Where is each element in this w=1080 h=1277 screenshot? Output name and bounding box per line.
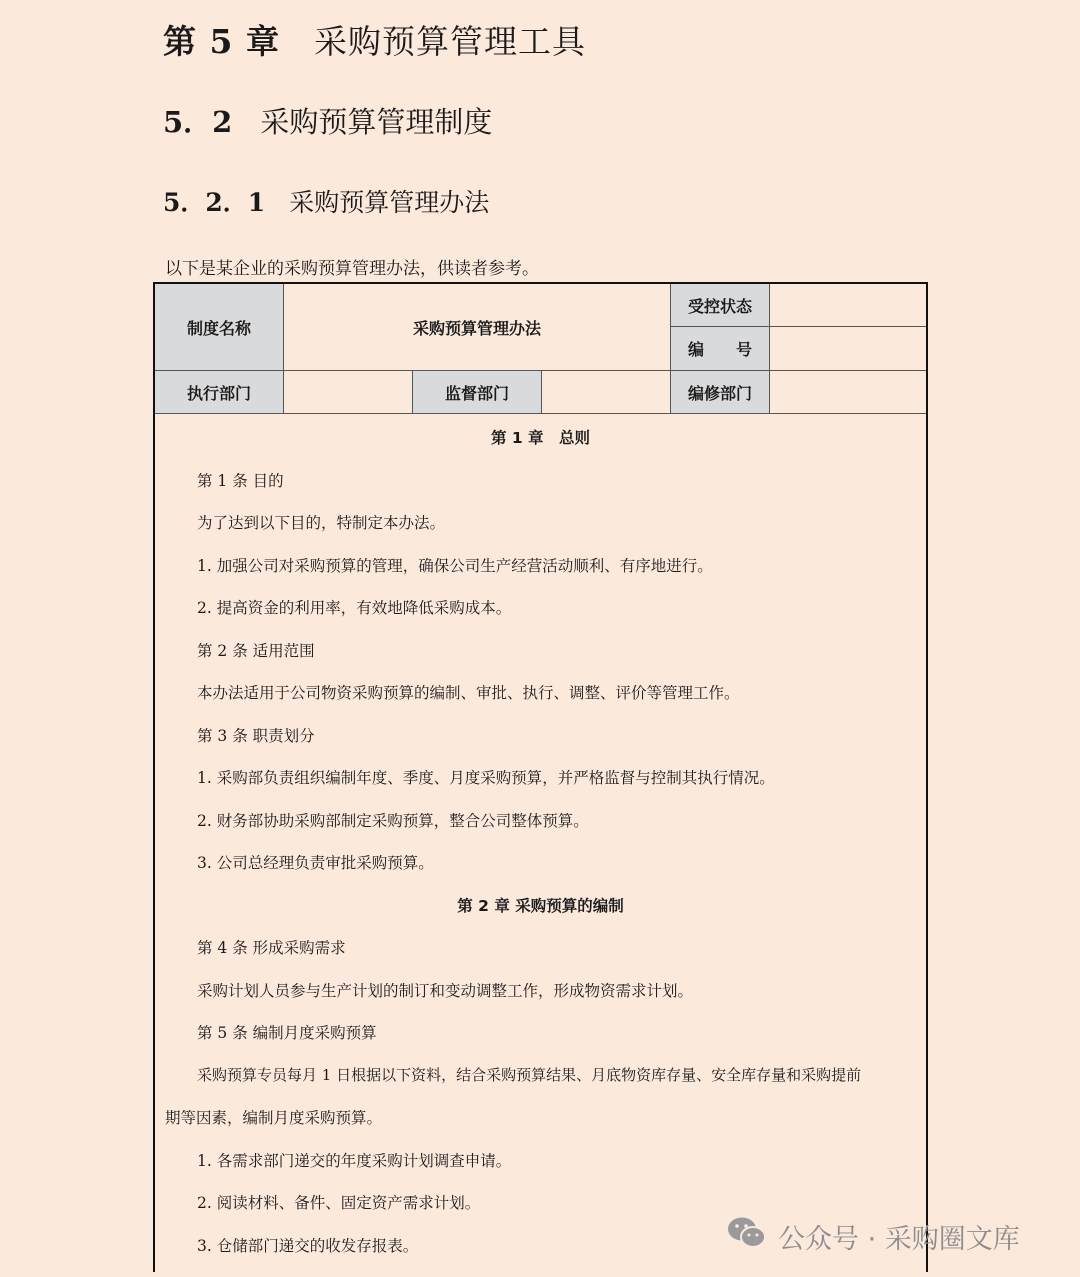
value-policy-name: 采购预算管理办法 (284, 284, 671, 371)
subsection-title (163, 183, 489, 219)
article-1-item-1: 1. 加强公司对采购预算的管理，确保公司生产经营活动顺利、有序地进行。 (197, 557, 713, 575)
section-title (163, 100, 492, 141)
article-4-title: 第 4 条 形成采购需求 (197, 939, 346, 957)
intro-text: 以下是某企业的采购预算管理办法，供读者参考。 (165, 259, 539, 279)
value-edit-dept (770, 371, 926, 414)
label-control-status: 受控状态 (671, 284, 770, 327)
policy-table (153, 282, 928, 1272)
watermark-text: 公众号 · 采购圈文库 (778, 1224, 1020, 1255)
article-5-item-1: 1. 各需求部门递交的年度采购计划调查申请。 (197, 1152, 512, 1170)
chapter-number: 第 5 章 (163, 22, 280, 61)
wechat-icon (726, 1215, 768, 1258)
article-2-title: 第 2 条 适用范围 (197, 642, 315, 660)
chapter-title (163, 16, 586, 63)
article-5-text-line-2: 期等因素，编制月度采购预算。 (165, 1109, 383, 1127)
article-1-text: 为了达到以下目的，特制定本办法。 (197, 514, 446, 532)
chapter-2-heading: 第 2 章 采购预算的编制 (457, 897, 624, 915)
label-number: 编 号 (671, 327, 770, 371)
article-5-item-3: 3. 仓储部门递交的收发存报表。 (197, 1237, 419, 1255)
label-policy-name: 制度名称 (155, 284, 284, 371)
label-edit-dept: 编修部门 (671, 371, 770, 414)
label-exec-dept: 执行部门 (155, 371, 284, 414)
value-number (770, 327, 926, 371)
article-1-item-2: 2. 提高资金的利用率，有效地降低采购成本。 (197, 599, 512, 617)
article-1-title: 第 1 条 目的 (197, 472, 284, 490)
chapter-1-heading: 第 1 章 总则 (490, 429, 591, 447)
article-5-item-2: 2. 阅读材料、备件、固定资产需求计划。 (197, 1194, 481, 1212)
value-control-status (770, 284, 926, 327)
article-3-item-1: 1. 采购部负责组织编制年度、季度、月度采购预算，并严格监督与控制其执行情况。 (197, 769, 775, 787)
article-5-text-line-1: 采购预算专员每月 1 日根据以下资料，结合采购预算结果、月底物资库存量、安全库存量和采购提前 (197, 1066, 862, 1084)
article-3-item-3: 3. 公司总经理负责审批采购预算。 (197, 854, 434, 872)
section-number: 5．2 (163, 105, 233, 139)
label-supervise-dept: 监督部门 (413, 371, 542, 414)
section-title-text: 采购预算管理制度 (260, 105, 493, 139)
watermark (726, 1215, 1020, 1258)
chapter-title-text: 采购预算管理工具 (313, 22, 586, 61)
subsection-title-text: 采购预算管理办法 (289, 188, 490, 217)
article-5-title: 第 5 条 编制月度采购预算 (197, 1024, 377, 1042)
article-4-text: 采购计划人员参与生产计划的制订和变动调整工作，形成物资需求计划。 (197, 982, 694, 1000)
article-2-text: 本办法适用于公司物资采购预算的编制、审批、执行、调整、评价等管理工作。 (197, 684, 740, 702)
value-supervise-dept (542, 371, 671, 414)
subsection-number: 5．2．1 (163, 188, 266, 217)
article-3-item-2: 2. 财务部协助采购部制定采购预算，整合公司整体预算。 (197, 812, 589, 830)
article-3-title: 第 3 条 职责划分 (197, 727, 315, 745)
value-exec-dept (284, 371, 413, 414)
